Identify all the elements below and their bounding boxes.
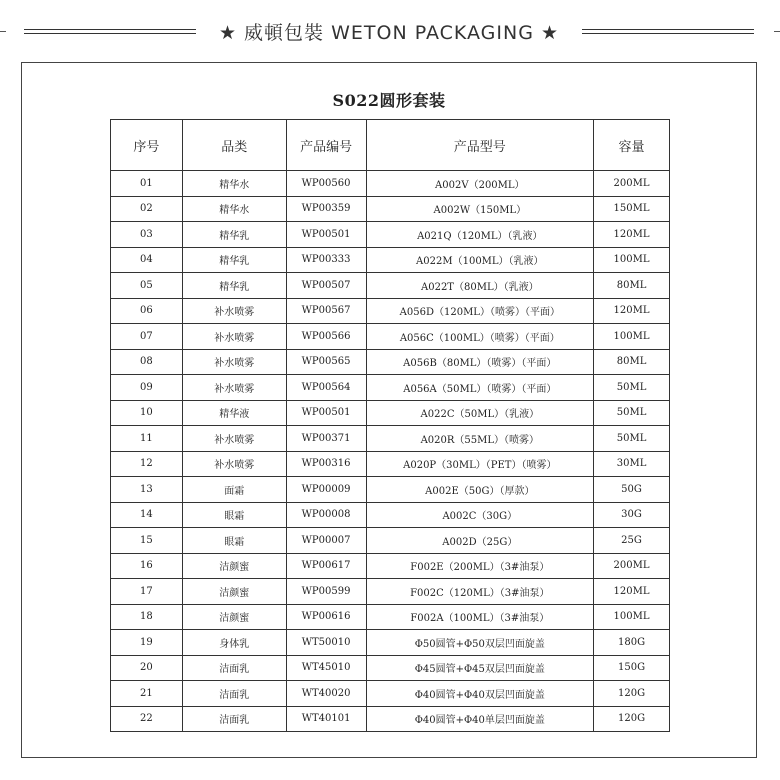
cell-product-code: WP00616 [286, 604, 366, 630]
cell-index: 11 [111, 426, 183, 452]
cell-category: 补水喷雾 [182, 375, 286, 401]
table-row [111, 349, 670, 375]
cell-capacity: 120ML [594, 579, 670, 605]
header-capacity: 容量 [594, 120, 670, 171]
cell-product-model: A056C（100ML）（喷雾）（平面） [366, 324, 594, 350]
table-row [111, 528, 670, 554]
cell-index: 22 [111, 706, 183, 732]
cell-index: 05 [111, 273, 183, 299]
table-row [111, 477, 670, 503]
cell-capacity: 150ML [594, 196, 670, 222]
table-row [111, 222, 670, 248]
cell-capacity: 120G [594, 681, 670, 707]
banner-right-rule [582, 29, 754, 34]
cell-product-code: WP00371 [286, 426, 366, 452]
cell-product-model: A002E（50G）（厚款） [366, 477, 594, 503]
banner-left-rule [24, 29, 196, 34]
cell-category: 精华乳 [182, 222, 286, 248]
cell-capacity: 30G [594, 502, 670, 528]
cell-product-model: A056A（50ML）（喷雾）（平面） [366, 375, 594, 401]
table-row [111, 273, 670, 299]
product-table [110, 119, 670, 732]
cell-capacity: 30ML [594, 451, 670, 477]
cell-capacity: 150G [594, 655, 670, 681]
cell-index: 02 [111, 196, 183, 222]
cell-product-code: WP00009 [286, 477, 366, 503]
table-row [111, 426, 670, 452]
table-row [111, 247, 670, 273]
document-title: S022圆形套装 [332, 91, 446, 110]
cell-capacity: 50ML [594, 426, 670, 452]
cell-capacity: 100ML [594, 604, 670, 630]
cell-index: 12 [111, 451, 183, 477]
cell-index: 04 [111, 247, 183, 273]
header-product-model: 产品型号 [366, 120, 594, 171]
table-row [111, 400, 670, 426]
cell-product-code: WP00501 [286, 400, 366, 426]
cell-category: 补水喷雾 [182, 349, 286, 375]
brand-banner [0, 0, 780, 62]
cell-category: 精华液 [182, 400, 286, 426]
banner-left-dash [0, 31, 6, 32]
cell-index: 08 [111, 349, 183, 375]
cell-product-model: A002W（150ML） [366, 196, 594, 222]
cell-product-code: WT40101 [286, 706, 366, 732]
cell-index: 16 [111, 553, 183, 579]
cell-category: 精华乳 [182, 273, 286, 299]
cell-product-code: WP00333 [286, 247, 366, 273]
cell-product-code: WT50010 [286, 630, 366, 656]
cell-category: 洁面乳 [182, 706, 286, 732]
cell-capacity: 200ML [594, 553, 670, 579]
table-row [111, 655, 670, 681]
cell-product-model: Φ40圆管+Φ40双层凹面旋盖 [366, 681, 594, 707]
cell-index: 13 [111, 477, 183, 503]
table-row [111, 604, 670, 630]
cell-product-code: WP00567 [286, 298, 366, 324]
cell-capacity: 180G [594, 630, 670, 656]
cell-product-model: A022T（80ML）（乳液） [366, 273, 594, 299]
brand-title: ★ 威頓包裝 WETON PACKAGING ★ [218, 22, 559, 44]
header-index: 序号 [111, 120, 183, 171]
cell-product-code: WP00501 [286, 222, 366, 248]
cell-index: 09 [111, 375, 183, 401]
cell-index: 14 [111, 502, 183, 528]
table-header-row [111, 120, 670, 171]
cell-product-model: A002V（200ML） [366, 171, 594, 197]
cell-product-model: A021Q（120ML）（乳液） [366, 222, 594, 248]
cell-category: 补水喷雾 [182, 426, 286, 452]
table-row [111, 681, 670, 707]
table-row [111, 451, 670, 477]
cell-product-model: F002E（200ML）（3#油泵） [366, 553, 594, 579]
cell-capacity: 120ML [594, 222, 670, 248]
cell-index: 20 [111, 655, 183, 681]
table-row [111, 502, 670, 528]
cell-category: 补水喷雾 [182, 451, 286, 477]
cell-product-model: A020P（30ML）（PET）（喷雾） [366, 451, 594, 477]
cell-capacity: 80ML [594, 273, 670, 299]
cell-index: 10 [111, 400, 183, 426]
cell-category: 眼霜 [182, 528, 286, 554]
cell-index: 15 [111, 528, 183, 554]
cell-category: 眼霜 [182, 502, 286, 528]
cell-category: 洁面乳 [182, 681, 286, 707]
cell-product-code: WT40020 [286, 681, 366, 707]
banner-right-dash [774, 31, 780, 32]
cell-index: 17 [111, 579, 183, 605]
cell-index: 03 [111, 222, 183, 248]
cell-product-code: WP00599 [286, 579, 366, 605]
cell-index: 07 [111, 324, 183, 350]
cell-index: 01 [111, 171, 183, 197]
header-product-code: 产品编号 [286, 120, 366, 171]
cell-product-model: Φ45圆管+Φ45双层凹面旋盖 [366, 655, 594, 681]
cell-category: 补水喷雾 [182, 298, 286, 324]
cell-category: 身体乳 [182, 630, 286, 656]
cell-product-code: WP00008 [286, 502, 366, 528]
cell-capacity: 120ML [594, 298, 670, 324]
cell-capacity: 100ML [594, 247, 670, 273]
cell-category: 洁面乳 [182, 655, 286, 681]
cell-product-code: WP00507 [286, 273, 366, 299]
cell-category: 洁颜蜜 [182, 553, 286, 579]
cell-product-model: A002D（25G） [366, 528, 594, 554]
cell-capacity: 200ML [594, 171, 670, 197]
cell-category: 面霜 [182, 477, 286, 503]
table-row [111, 171, 670, 197]
cell-capacity: 25G [594, 528, 670, 554]
cell-capacity: 100ML [594, 324, 670, 350]
cell-product-model: Φ40圆管+Φ40单层凹面旋盖 [366, 706, 594, 732]
cell-product-model: A022M（100ML）（乳液） [366, 247, 594, 273]
table-row [111, 298, 670, 324]
header-category: 品类 [182, 120, 286, 171]
cell-capacity: 50ML [594, 375, 670, 401]
table-row [111, 630, 670, 656]
cell-index: 18 [111, 604, 183, 630]
cell-product-model: A020R（55ML）（喷雾） [366, 426, 594, 452]
cell-category: 补水喷雾 [182, 324, 286, 350]
table-row [111, 324, 670, 350]
cell-index: 06 [111, 298, 183, 324]
cell-capacity: 80ML [594, 349, 670, 375]
cell-product-model: F002C（120ML）（3#油泵） [366, 579, 594, 605]
cell-capacity: 50G [594, 477, 670, 503]
cell-product-code: WP00564 [286, 375, 366, 401]
cell-product-model: F002A（100ML）（3#油泵） [366, 604, 594, 630]
table-row [111, 375, 670, 401]
cell-product-code: WP00617 [286, 553, 366, 579]
cell-index: 21 [111, 681, 183, 707]
cell-product-code: WT45010 [286, 655, 366, 681]
cell-product-code: WP00007 [286, 528, 366, 554]
cell-product-model: Φ50圆管+Φ50双层凹面旋盖 [366, 630, 594, 656]
cell-capacity: 120G [594, 706, 670, 732]
table-row [111, 553, 670, 579]
table-row [111, 579, 670, 605]
cell-category: 洁颜蜜 [182, 604, 286, 630]
table-row [111, 196, 670, 222]
cell-category: 精华乳 [182, 247, 286, 273]
cell-index: 19 [111, 630, 183, 656]
table-body [111, 171, 670, 732]
cell-category: 洁颜蜜 [182, 579, 286, 605]
cell-product-model: A056B（80ML）（喷雾）（平面） [366, 349, 594, 375]
cell-product-code: WP00565 [286, 349, 366, 375]
cell-product-model: A002C（30G） [366, 502, 594, 528]
cell-product-code: WP00316 [286, 451, 366, 477]
cell-product-code: WP00359 [286, 196, 366, 222]
cell-product-code: WP00566 [286, 324, 366, 350]
table-row [111, 706, 670, 732]
cell-category: 精华水 [182, 196, 286, 222]
cell-product-code: WP00560 [286, 171, 366, 197]
cell-product-model: A022C（50ML）（乳液） [366, 400, 594, 426]
cell-product-model: A056D（120ML）（喷雾）（平面） [366, 298, 594, 324]
cell-capacity: 50ML [594, 400, 670, 426]
cell-category: 精华水 [182, 171, 286, 197]
